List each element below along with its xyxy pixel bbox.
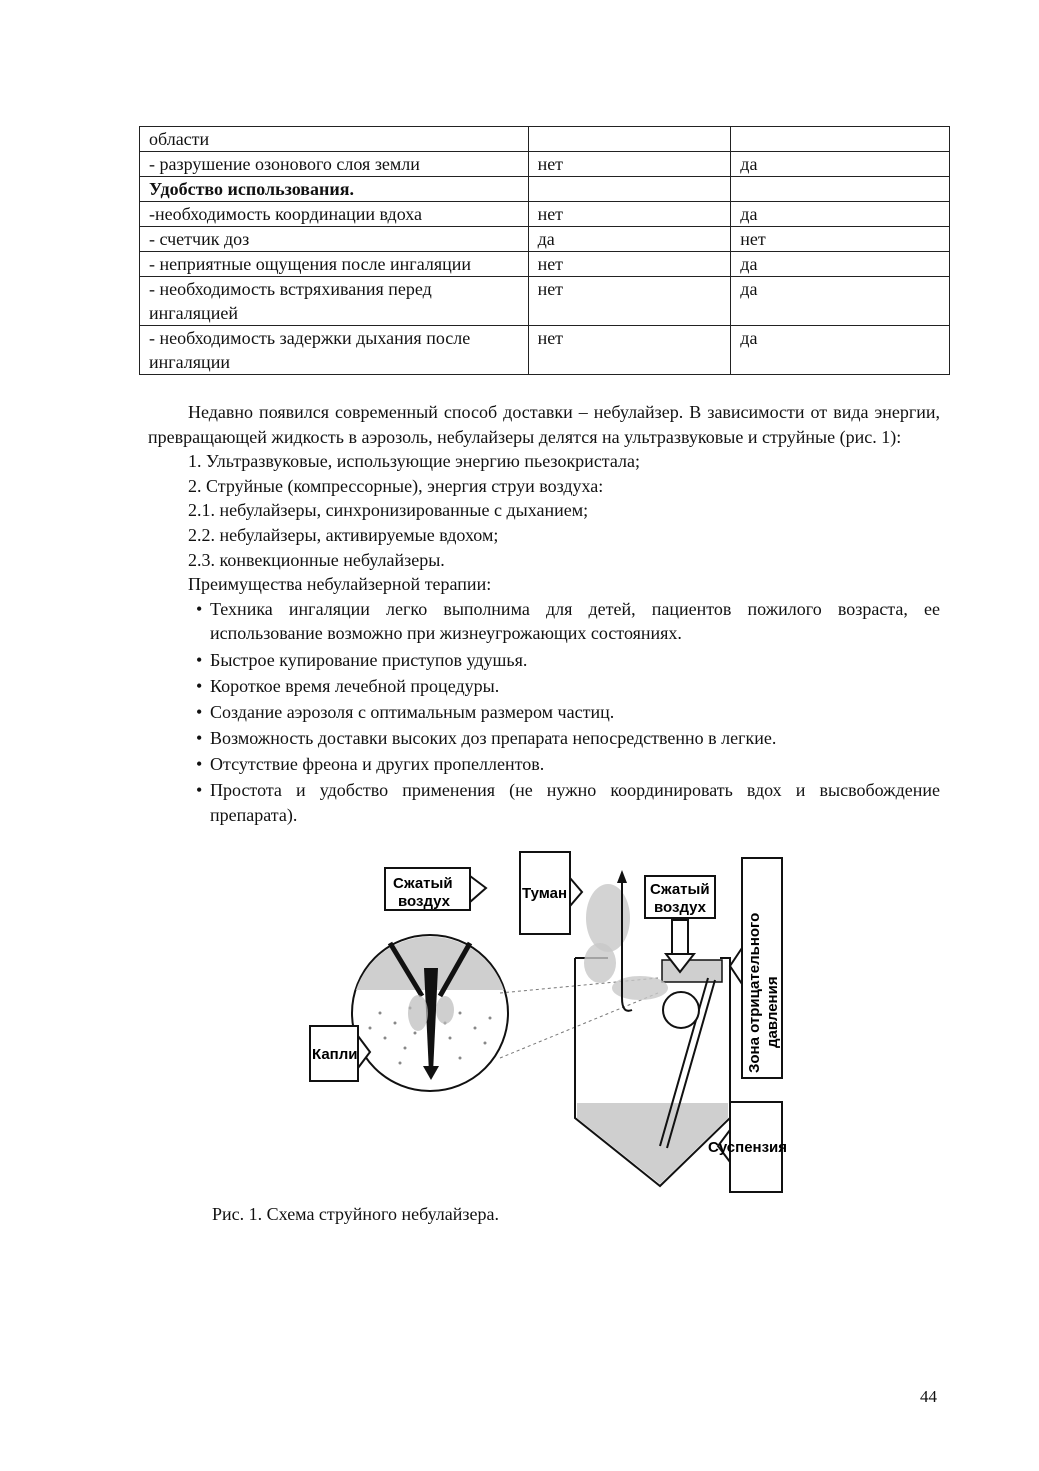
bullet-icon: • [196, 649, 203, 670]
list-item: 1. Ультразвуковые, использующие энергию пьезокристала; [188, 451, 641, 472]
compressed-air-label-right [645, 876, 715, 918]
bullet-text: Возможность доставки высоких доз препарата непосредственно в легкие. [210, 728, 777, 749]
table-cell: да [731, 277, 950, 326]
bullet-icon: • [196, 754, 203, 775]
table-cell: да [731, 202, 950, 227]
table-cell: да [731, 152, 950, 177]
list-item: 2.1. небулайзеры, синхронизированные с дыханием; [188, 500, 589, 521]
magnified-nozzle-view [352, 935, 508, 1091]
table-row [140, 277, 950, 326]
figure-caption: Рис. 1. Схема струйного небулайзера. [212, 1204, 499, 1224]
bullet-item [148, 700, 940, 725]
table-cell [528, 127, 731, 152]
bullet-text: Короткое время лечебной процедуры. [210, 675, 500, 696]
table-cell: нет [731, 227, 950, 252]
table-section-heading: Удобство использования. [140, 177, 529, 202]
body-text [148, 400, 940, 829]
table-row [140, 252, 950, 277]
bullet-item [148, 597, 940, 646]
bullet-text: Простота и удобство применения (не нужно координировать вдох и высвобождение препарата). [210, 780, 940, 826]
negative-zone-text: Зона отрицательного [746, 912, 763, 1073]
table-cell: нет [528, 277, 731, 326]
table-cell: области [140, 127, 529, 152]
bullet-icon: • [196, 728, 203, 749]
fog-label [520, 852, 582, 934]
compressed-air-text: Сжатый [393, 875, 453, 892]
negative-zone-text: давления [764, 976, 781, 1048]
table-cell: - счетчик доз [140, 227, 529, 252]
compressed-air-text: воздух [654, 899, 707, 916]
table-cell [528, 177, 731, 202]
bullet-item [148, 726, 940, 751]
bullet-text: Быстрое купирование приступов удушья. [210, 649, 528, 670]
advantages-list [148, 597, 940, 828]
bullet-text: Создание аэрозоля с оптимальным размером частиц. [210, 701, 615, 722]
list-item: 2.3. конвекционные небулайзеры. [188, 549, 445, 570]
bullet-item [148, 752, 940, 777]
table-cell: - необходимость встряхивания перед ингаляцией [140, 277, 529, 326]
table-cell: - неприятные ощущения после ингаляции [140, 252, 529, 277]
bullet-icon: • [196, 780, 203, 801]
compressed-air-label-left [385, 868, 486, 910]
bullet-icon: • [196, 701, 203, 722]
table-row [140, 326, 950, 375]
suspension-text: Суспензия [708, 1139, 788, 1156]
table-cell: нет [528, 152, 731, 177]
bullet-item [148, 778, 940, 827]
table-cell: - разрушение озонового слоя земли [140, 152, 529, 177]
table-cell: - необходимость задержки дыхания после ингаляции [140, 326, 529, 375]
comparison-table [139, 126, 950, 375]
table-row [140, 202, 950, 227]
list-item: 2. Струйные (компрессорные), энергия струи воздуха: [188, 475, 604, 496]
table-cell: да [731, 252, 950, 277]
table-section-row [140, 177, 950, 202]
table-cell: да [528, 227, 731, 252]
bullet-icon: • [196, 675, 203, 696]
bullet-item [148, 674, 940, 699]
table-cell [731, 127, 950, 152]
table-cell: -необходимость координации вдоха [140, 202, 529, 227]
table-cell: нет [528, 252, 731, 277]
bullet-text: Техника ингаляции легко выполнима для детей, пациентов пожилого возраста, ее использование возможно при жизнеугрожающих состояниях. [210, 598, 940, 644]
intro-paragraph: Недавно появился современный способ доставки – небулайзер. В зависимости от вида энергии, превращающей жидкость в аэрозоль, небулайзеры делятся на ультразвуковые и струйные (рис. 1): [148, 402, 940, 447]
compressed-air-text: воздух [398, 893, 451, 910]
table-cell: нет [528, 202, 731, 227]
compressed-air-text: Сжатый [650, 881, 710, 898]
nebulizer-diagram [290, 848, 810, 1198]
table-cell: нет [528, 326, 731, 375]
page-number: 44 [920, 1387, 937, 1406]
fog-text: Туман [522, 885, 568, 902]
bullet-icon: • [196, 598, 203, 619]
table-row [140, 127, 950, 152]
negative-pressure-zone-label [730, 858, 782, 1078]
table-cell [731, 177, 950, 202]
table-row [140, 227, 950, 252]
bullet-text: Отсутствие фреона и других пропеллентов. [210, 754, 545, 775]
table-row [140, 152, 950, 177]
list-item: 2.2. небулайзеры, активируемые вдохом; [188, 524, 499, 545]
drops-text: Капли [312, 1046, 358, 1063]
table-cell: да [731, 326, 950, 375]
advantages-heading: Преимущества небулайзерной терапии: [188, 574, 492, 595]
bullet-item [148, 648, 940, 673]
